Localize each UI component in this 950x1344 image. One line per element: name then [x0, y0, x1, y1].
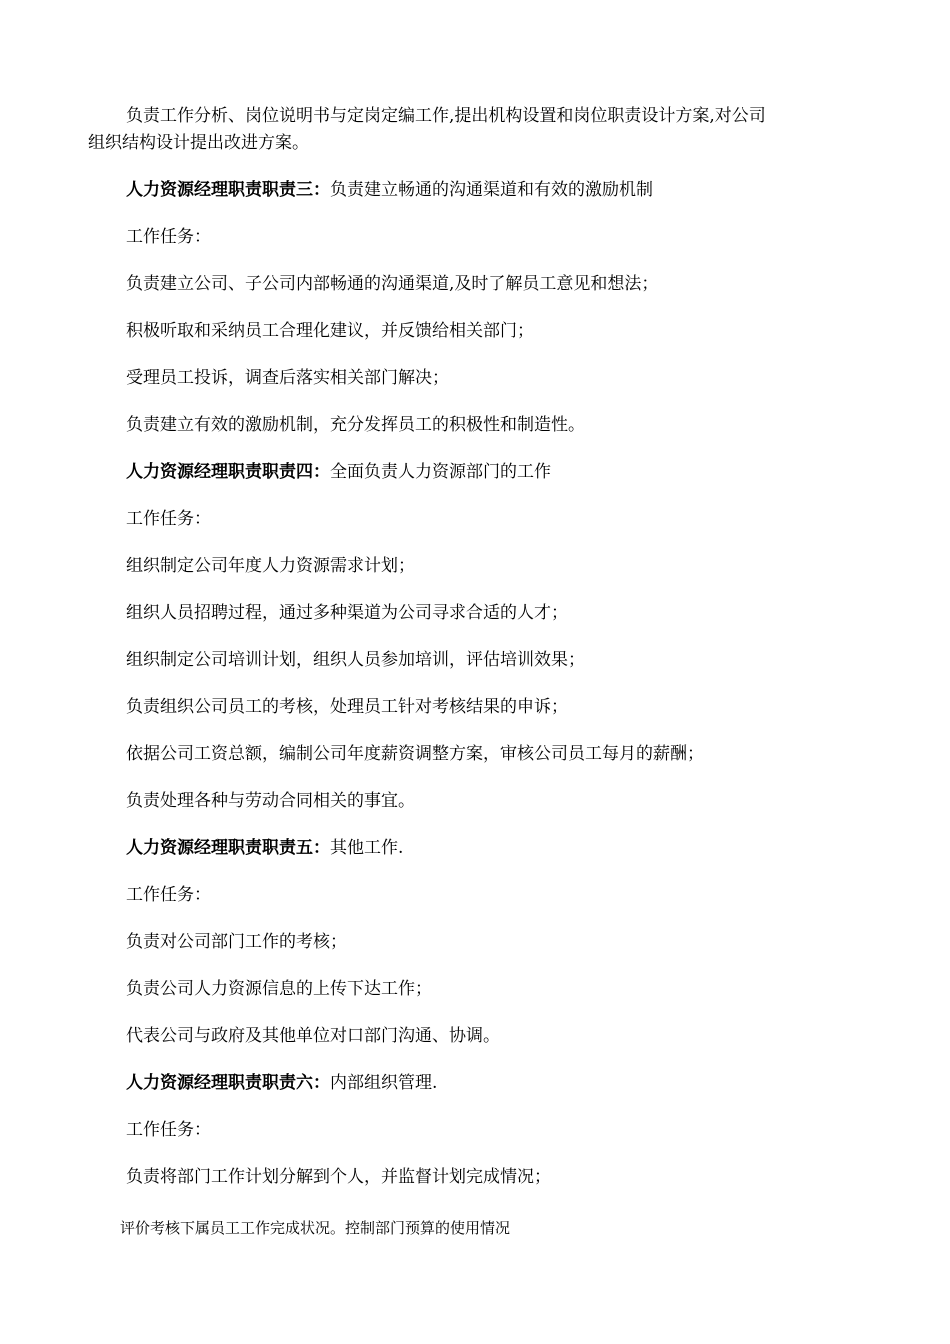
footer-line: 评价考核下属员工工作完成状况。控制部门预算的使用情况 — [120, 1219, 511, 1237]
task-label: 工作任务： — [126, 509, 211, 529]
task-item: 负责组织公司员工的考核，处理员工针对考核结果的申诉； — [126, 697, 568, 717]
task-item: 组织制定公司年度人力资源需求计划； — [126, 556, 415, 576]
task-item: 负责处理各种与劳动合同相关的事宜。 — [126, 791, 415, 811]
task-label: 工作任务： — [126, 1120, 211, 1140]
section-heading-text: 全面负责人力资源部门的工作 — [330, 462, 551, 482]
task-item: 依据公司工资总额，编制公司年度薪资调整方案，审核公司员工每月的薪酬； — [126, 744, 704, 764]
section-heading-text: 其他工作. — [330, 838, 404, 858]
section-heading-label: 人力资源经理职责职责五： — [126, 838, 330, 858]
section-heading-text: 内部组织管理. — [330, 1073, 438, 1093]
task-item: 组织制定公司培训计划，组织人员参加培训，评估培训效果； — [126, 650, 585, 670]
task-item: 负责建立公司、子公司内部畅通的沟通渠道,及时了解员工意见和想法； — [126, 274, 659, 294]
task-item: 代表公司与政府及其他单位对口部门沟通、协调。 — [126, 1026, 500, 1046]
task-label: 工作任务： — [126, 885, 211, 905]
intro-line-1: 负责工作分析、岗位说明书与定岗定编工作,提出机构设置和岗位职责设计方案,对公司 — [126, 106, 766, 126]
section-heading — [126, 835, 403, 862]
task-item: 积极听取和采纳员工合理化建议，并反馈给相关部门； — [126, 321, 534, 341]
task-label: 工作任务： — [126, 227, 211, 247]
section-heading-text: 负责建立畅通的沟通渠道和有效的激励机制 — [330, 180, 653, 200]
section-heading — [126, 459, 551, 486]
intro-line-2: 组织结构设计提出改进方案。 — [88, 133, 309, 153]
task-item: 受理员工投诉，调查后落实相关部门解决； — [126, 368, 449, 388]
task-item: 负责将部门工作计划分解到个人，并监督计划完成情况； — [126, 1167, 551, 1187]
task-item: 负责建立有效的激励机制，充分发挥员工的积极性和制造性。 — [126, 415, 585, 435]
task-item: 负责公司人力资源信息的上传下达工作； — [126, 979, 432, 999]
task-item: 负责对公司部门工作的考核； — [126, 932, 347, 952]
task-item: 组织人员招聘过程，通过多种渠道为公司寻求合适的人才； — [126, 603, 568, 623]
section-heading-label: 人力资源经理职责职责三： — [126, 180, 330, 200]
section-heading — [126, 1070, 437, 1097]
section-heading-label: 人力资源经理职责职责六： — [126, 1073, 330, 1093]
section-heading — [126, 177, 653, 204]
section-heading-label: 人力资源经理职责职责四： — [126, 462, 330, 482]
